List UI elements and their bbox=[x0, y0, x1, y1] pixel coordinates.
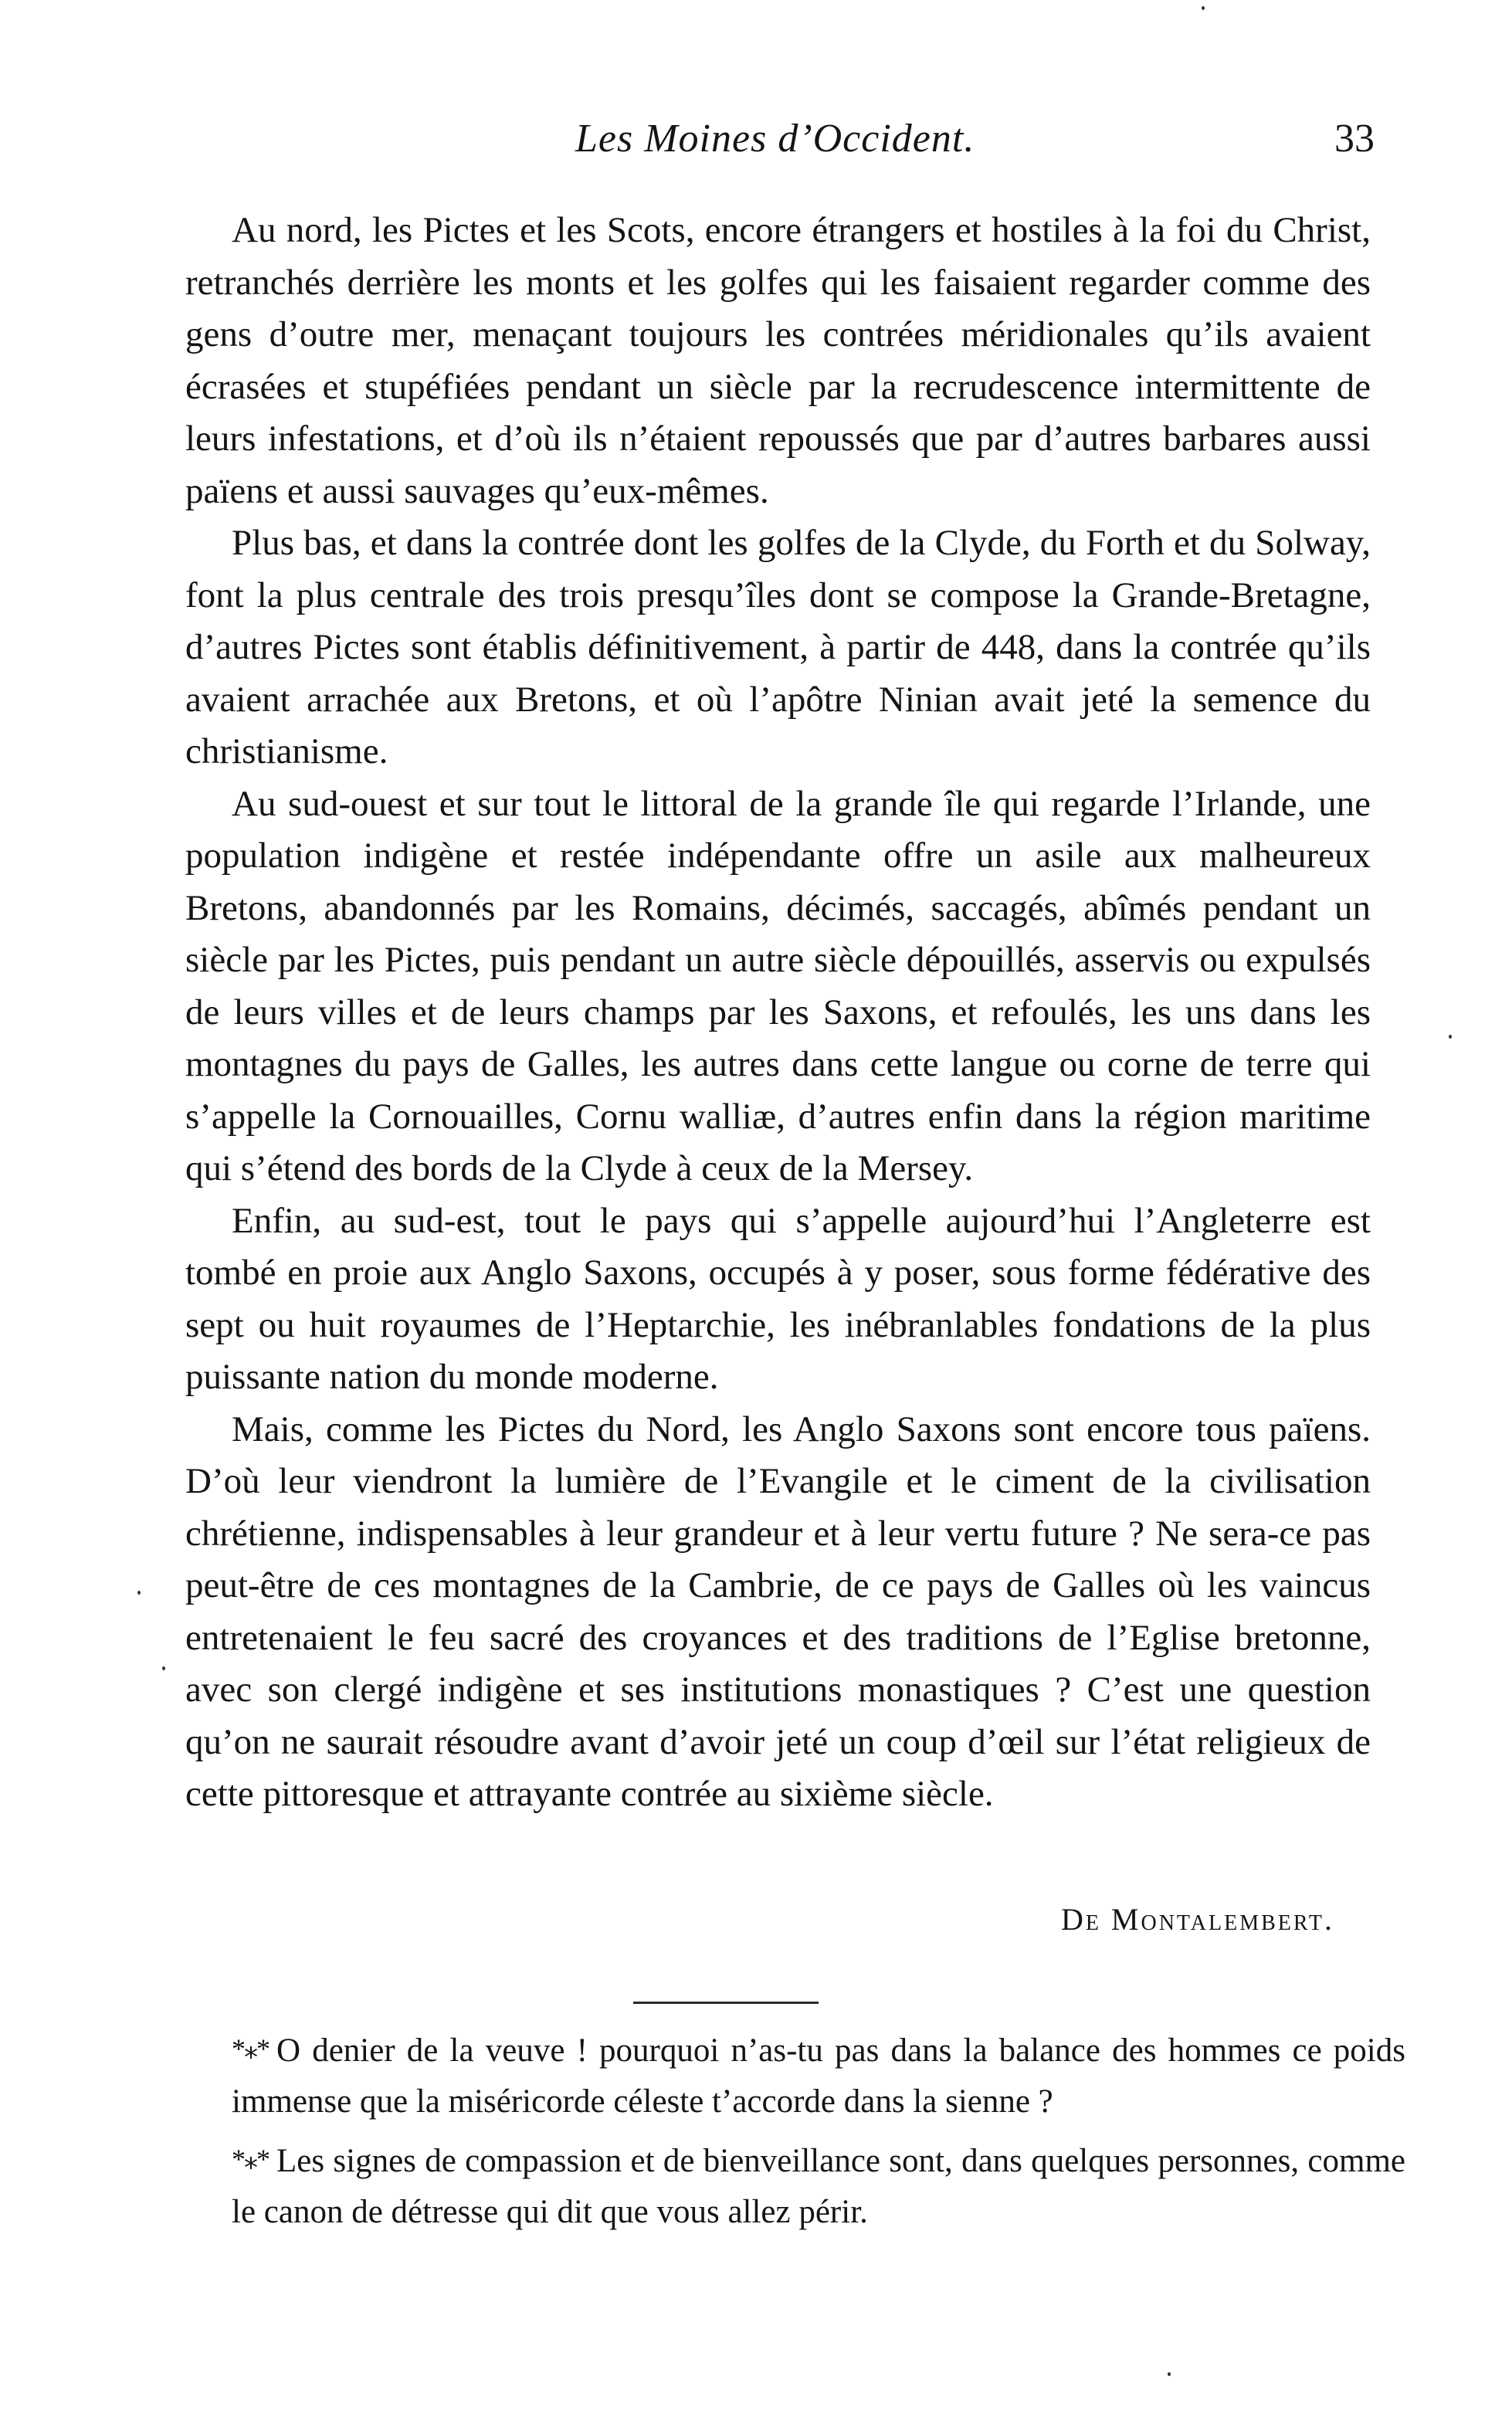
maxim-text: O denier de la veuve ! pourquoi n’as-tu pas dans la balance des hommes ce poids immense que la miséricorde céleste t’accorde dans la sienne ? bbox=[232, 2032, 1405, 2120]
paragraph: Au sud-ouest et sur tout le littoral de la grande île qui regarde l’Irlande, une population indigène et restée indépendante offre un asile aux malheureux Bretons, abandonnés par les Romains, décimés, saccagés, abîmés pendant un siècle par les Pictes, puis pendant un autre siècle dépouillés, asservis ou expulsés de leurs villes et de leurs champs par les Saxons, et refoulés, les uns dans les montagnes du pays de Galles, les autres dans cette langue ou corne de terre qui s’appelle la Cornouailles, Cornu walliæ, d’autres enfin dans la région maritime qui s’étend des bords de la Clyde à ceux de la Mersey. bbox=[185, 783, 1371, 1188]
maxims-section bbox=[232, 2023, 1405, 2244]
maxim-text: Les signes de compassion et de bienveillance sont, dans quelques personnes, comme le canon de détresse qui dit que vous allez périr. bbox=[232, 2143, 1405, 2230]
separator-rule bbox=[633, 2002, 819, 2004]
maxim bbox=[232, 2134, 1405, 2238]
maxim bbox=[232, 2023, 1405, 2127]
asterism-mark: *⁎* bbox=[232, 2033, 269, 2064]
page-header bbox=[185, 116, 1375, 178]
paragraph: Mais, comme les Pictes du Nord, les Anglo Saxons sont encore tous païens. D’où leur viendront la lumière de l’Evangile et le ciment de la civilisation chrétienne, indispensables à leur grandeur et à leur vertu future ? Ne sera-ce pas peut-être de ces montagnes de la Cambrie, de ce pays de Galles où les vaincus entretenaient le feu sacré des croyances et des traditions de l’Eglise bretonne, avec son clergé indigène et ses institutions monastiques ? C’est une question qu’on ne saurait résoudre avant d’avoir jeté un coup d’œil sur l’état religieux de cette pittoresque et attrayante contrée au sixième siècle. bbox=[185, 1409, 1371, 1814]
author-signature: De Montalembert. bbox=[1060, 1902, 1334, 1937]
main-text bbox=[185, 205, 1371, 1821]
paragraph: Plus bas, et dans la contrée dont les golfes de la Clyde, du Forth et du Solway, font la plus centrale des trois presqu’îles dont se compose la Grande-Bretagne, d’autres Pictes sont établis définitivement, à partir de 448, dans la contrée qu’ils avaient arrachée aux Bretons, et où l’apôtre Ninian avait jeté la semence du christianisme. bbox=[185, 523, 1371, 771]
asterism-mark: *⁎* bbox=[232, 2144, 269, 2175]
page-number: 33 bbox=[1334, 117, 1375, 161]
paragraph: Enfin, au sud-est, tout le pays qui s’appelle aujourd’hui l’Angleterre est tombé en proie aux Anglo Saxons, occupés à y poser, sous forme fédérative des sept ou huit royaumes de l’Heptarchie, les inébranlables fondations de la plus puissante nation du monde moderne. bbox=[185, 1200, 1371, 1397]
paragraph: Au nord, les Pictes et les Scots, encore étrangers et hostiles à la foi du Christ, retranchés derrière les monts et les golfes qui les faisaient regarder comme des gens d’outre mer, menaçant toujours les contrées méridionales qu’ils avaient écrasées et stupéfiées pendant un siècle par la recrudescence intermittente de leurs infestations, et d’où ils n’étaient repoussés que par d’autres barbares aussi païens et aussi sauvages qu’eux-mêmes. bbox=[185, 210, 1371, 511]
running-title: Les Moines d’Occident. bbox=[575, 117, 975, 161]
